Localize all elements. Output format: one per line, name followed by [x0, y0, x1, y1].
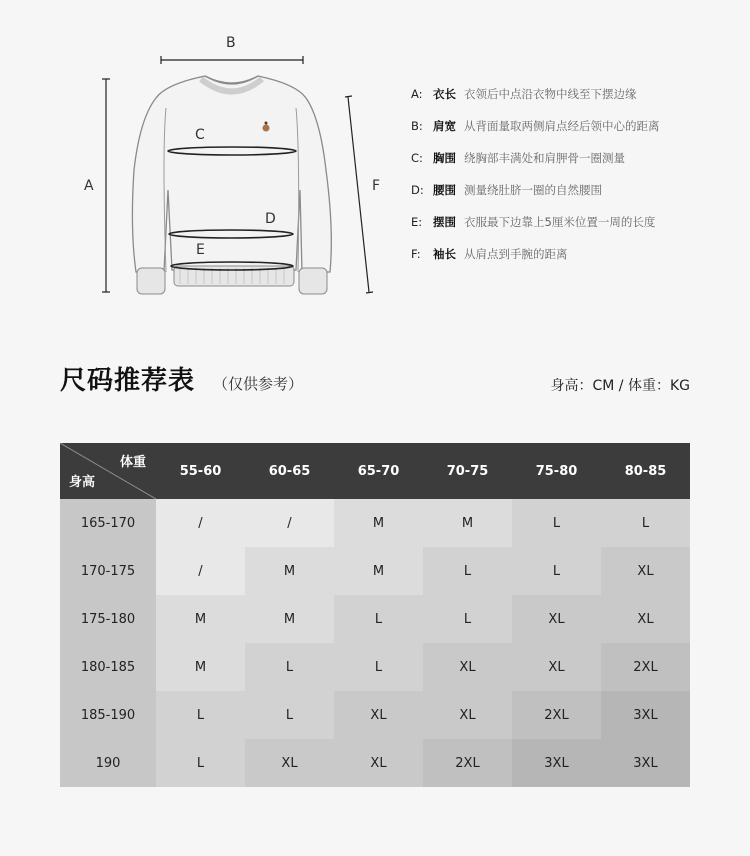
legend-name: 摆围 [433, 215, 456, 229]
size-cell: 3XL [512, 739, 601, 787]
legend-row-c [411, 142, 660, 174]
size-cell: M [156, 643, 245, 691]
size-cell: 3XL [601, 691, 690, 739]
legend-desc: 测量绕肚脐一圈的自然腰围 [464, 183, 602, 197]
size-cell: L [512, 547, 601, 595]
size-cell: L [245, 691, 334, 739]
size-cell: L [334, 595, 423, 643]
size-cell: M [245, 595, 334, 643]
size-cell: / [156, 499, 245, 547]
measurement-legend [411, 78, 660, 270]
corner-weight-label: 体重 [119, 455, 146, 470]
size-cell: M [334, 547, 423, 595]
size-cell: M [334, 499, 423, 547]
page-subtitle: （仅供参考） [213, 375, 304, 393]
weight-header: 55-60 [179, 463, 222, 479]
dim-label-e: E [196, 242, 205, 258]
weight-header: 70-75 [446, 463, 489, 479]
size-cell: L [245, 643, 334, 691]
size-cell: XL [423, 643, 512, 691]
table-row [60, 643, 690, 691]
legend-name: 肩宽 [433, 119, 456, 133]
legend-desc: 绕胸部丰满处和肩胛骨一圈测量 [464, 151, 625, 165]
size-cell: L [601, 499, 690, 547]
dim-label-a: A [84, 178, 94, 194]
measurement-diagram [0, 0, 750, 320]
size-cell: 2XL [512, 691, 601, 739]
legend-letter: D: [411, 183, 424, 197]
unit-note: 身高：CM / 体重：KG [550, 378, 690, 394]
dim-label-d: D [265, 211, 276, 227]
size-cell: XL [423, 691, 512, 739]
size-cell: XL [245, 739, 334, 787]
size-cell: XL [334, 691, 423, 739]
size-cell: L [512, 499, 601, 547]
size-cell: L [156, 691, 245, 739]
legend-letter: A: [411, 87, 423, 101]
size-cell: L [423, 595, 512, 643]
size-cell: M [245, 547, 334, 595]
size-cell: XL [512, 643, 601, 691]
size-cell: M [156, 595, 245, 643]
legend-name: 胸围 [433, 151, 456, 165]
size-cell: 3XL [601, 739, 690, 787]
height-row-header: 185-190 [60, 691, 156, 739]
legend-letter: B: [411, 119, 423, 133]
legend-row-a [411, 78, 660, 110]
size-cell: / [156, 547, 245, 595]
corner-height-label: 身高 [69, 475, 96, 490]
legend-letter: F: [411, 247, 421, 261]
size-cell: XL [334, 739, 423, 787]
size-cell: XL [601, 547, 690, 595]
legend-name: 衣长 [433, 87, 456, 101]
size-cell: L [156, 739, 245, 787]
dim-label-c: C [195, 127, 205, 143]
table-row [60, 691, 690, 739]
size-cell: 2XL [423, 739, 512, 787]
table-row [60, 739, 690, 787]
weight-header: 75-80 [535, 463, 578, 479]
page-title: 尺码推荐表 [60, 366, 196, 396]
dim-label-f: F [372, 178, 381, 194]
legend-desc: 衣服最下边靠上5厘米位置一周的长度 [464, 215, 656, 229]
height-row-header: 190 [60, 739, 156, 787]
size-cell: M [423, 499, 512, 547]
table-corner-cell [60, 443, 156, 499]
weight-header: 60-65 [268, 463, 311, 479]
size-cell: XL [601, 595, 690, 643]
size-cell: L [334, 643, 423, 691]
legend-row-d [411, 174, 660, 206]
size-cell: L [423, 547, 512, 595]
legend-name: 腰围 [433, 183, 456, 197]
legend-row-b [411, 110, 660, 142]
table-row [60, 499, 690, 547]
size-chart-heading [60, 360, 690, 400]
weight-header: 80-85 [624, 463, 667, 479]
size-cell: XL [512, 595, 601, 643]
size-cell: 2XL [601, 643, 690, 691]
height-row-header: 180-185 [60, 643, 156, 691]
size-cell: / [245, 499, 334, 547]
legend-desc: 从背面量取两侧肩点经后领中心的距离 [464, 119, 660, 133]
table-row [60, 547, 690, 595]
height-row-header: 165-170 [60, 499, 156, 547]
table-row [60, 595, 690, 643]
legend-row-e [411, 206, 660, 238]
legend-name: 袖长 [433, 247, 456, 261]
height-row-header: 175-180 [60, 595, 156, 643]
size-recommendation-table [60, 443, 690, 787]
table-header [60, 443, 690, 499]
weight-header: 65-70 [357, 463, 400, 479]
height-row-header: 170-175 [60, 547, 156, 595]
legend-letter: E: [411, 215, 423, 229]
legend-letter: C: [411, 151, 423, 165]
legend-row-f [411, 238, 660, 270]
legend-desc: 衣领后中点沿衣物中线至下摆边缘 [464, 87, 637, 101]
dim-label-b: B [226, 35, 236, 51]
legend-desc: 从肩点到手腕的距离 [464, 247, 568, 261]
